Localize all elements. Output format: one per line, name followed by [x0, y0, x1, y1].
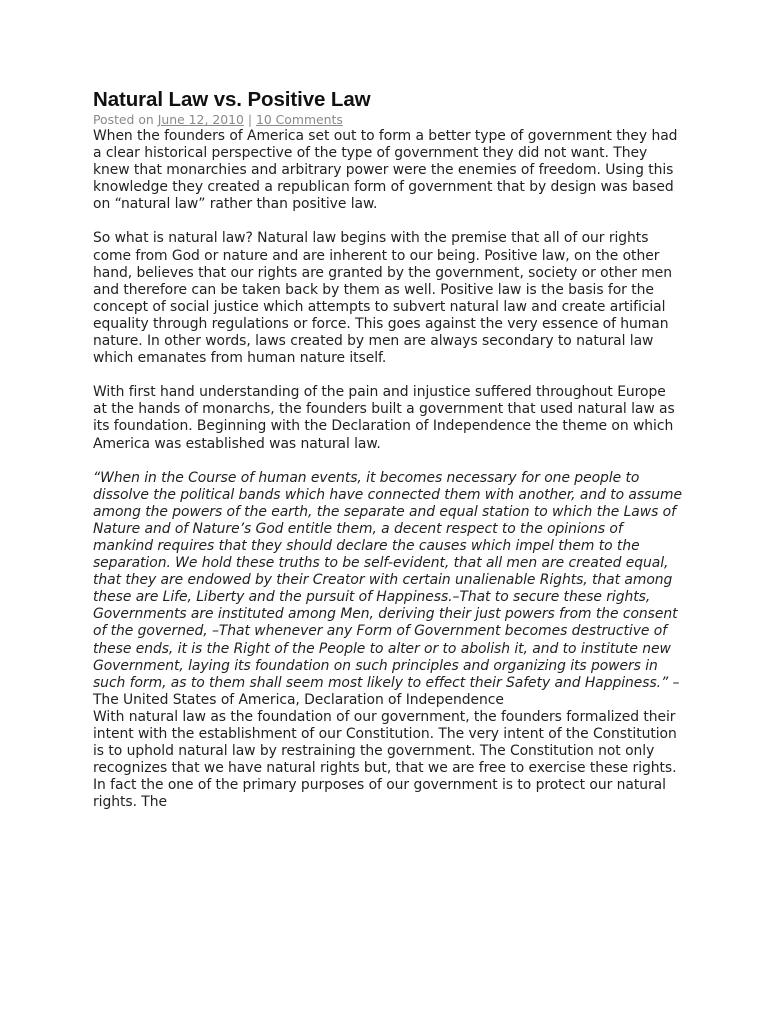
- post-meta: [93, 112, 683, 128]
- meta-separator: |: [247, 112, 252, 127]
- post-date-link[interactable]: June 12, 2010: [157, 112, 244, 127]
- paragraph-natural-law: So what is natural law? Natural law begins with the premise that all of our rights come from God or nature and are inherent to our being. Positive law, on the other hand, believes that our rights are granted by the government, society or other men and therefore can be taken back by them as well. Positive law is the basis for the concept of social justice which attempts to subvert natural law and create artificial equality through regulations or force. This goes against the very essence of human nature. In other words, laws created by men are always secondary to natural law which emanates from human nature itself.: [93, 230, 672, 367]
- declaration-quote: “When in the Course of human events, it becomes necessary for one people to dissolve the political bands which have connected them with another, and to assume among the powers of the earth, the separate and equal station to which the Laws of Nature and of Nature’s God entitle them, a decent respect to the opinions of mankind requires that they should declare the causes which impel them to the separation. We hold these truths to be self-evident, that all men are created equal, that they are endowed by their Creator with certain unalienable Rights, that among these are Life, Liberty and the pursuit of Happiness.–That to secure these rights, Governments are instituted among Men, deriving their just powers from the consent of the governed, –That whenever any Form of Government becomes destructive of these ends, it is the Right of the People to alter or to abolish it, and to institute new Government, laying its foundation on such principles and organizing its powers in such form, as to them shall seem most likely to effect their Safety and Happiness.” –: [93, 469, 682, 691]
- paragraph-constitution: With natural law as the foundation of our government, the founders formalized their intent with the establishment of our Constitution. The very intent of the Constitution is to uphold natural law by restraining the government. The Constitution not only recognizes that we have natural rights but, that we are free to exercise these rights. In fact the one of the primary purposes of our government is to protect our natural rights. The: [93, 708, 677, 811]
- paragraph-foundation: With first hand understanding of the pain and injustice suffered throughout Europe at the hands of monarchs, the founders built a government that used natural law as its foundation. Beginning with the Declaration of Independence the theme on which America was established was natural law.: [93, 384, 675, 452]
- quote-attribution: The United States of America, Declaration of Independence: [93, 691, 504, 708]
- article: [93, 88, 683, 811]
- article-title: Natural Law vs. Positive Law: [93, 88, 371, 111]
- paragraph-intro: When the founders of America set out to form a better type of government they had a clear historical perspective of the type of government they did not want. They knew that monarchies and arbitrary power were the enemies of freedom. Using this knowledge they created a republican form of government that by design was based on “natural law” rather than positive law.: [93, 128, 678, 213]
- posted-on-label: Posted on: [93, 112, 154, 127]
- comments-link[interactable]: 10 Comments: [255, 112, 343, 127]
